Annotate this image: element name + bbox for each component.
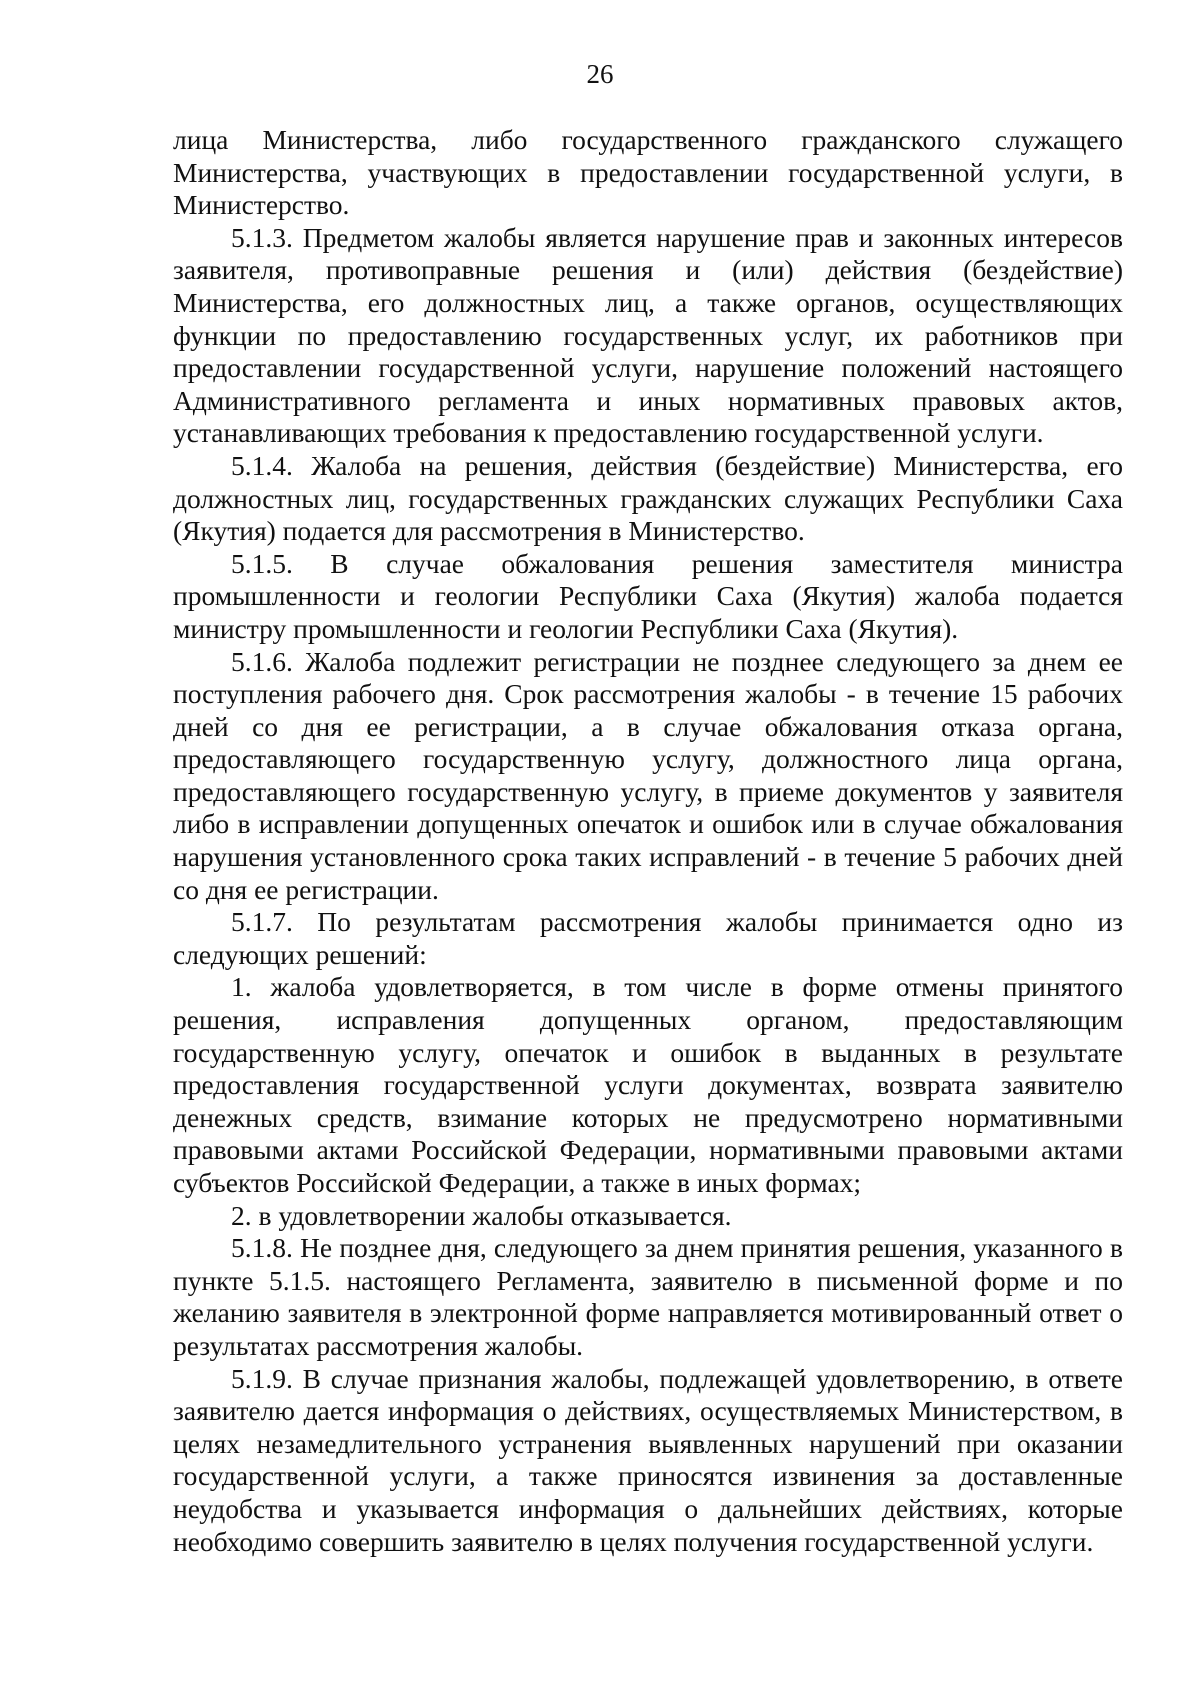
document-body [173, 124, 1123, 1558]
paragraph-5-1-5: 5.1.5. В случае обжалования решения заместителя министра промышленности и геологии Республики Саха (Якутия) жалоба подается министру промышленности и геологии Республики Саха (Якутия). [173, 547, 1123, 644]
paragraph-5-1-4: 5.1.4. Жалоба на решения, действия (бездействие) Министерства, его должностных лиц, государственных гражданских служащих Республики Саха (Якутия) подается для рассмотрения в Министерство. [173, 449, 1123, 547]
list-item-1: 1. жалоба удовлетворяется, в том числе в форме отмены принятого решения, исправления допущенных органом, предоставляющим государственную услугу, опечаток и ошибок в выданных в результате предоставления государственной услуги документах, возврата заявителю денежных средств, взимание которых не предусмотрено нормативными правовыми актами Российской Федерации, нормативными правовыми актами субъектов Российской Федерации, а также в иных формах; [173, 971, 1123, 1198]
list-item-2: 2. в удовлетворении жалобы отказывается. [231, 1199, 732, 1231]
paragraph-5-1-6: 5.1.6. Жалоба подлежит регистрации не позднее следующего за днем ее поступления рабочего дня. Срок рассмотрения жалобы - в течение 15 рабочих дней со дня ее регистрации, а в случае обжалования отказа органа, предоставляющего государственную услугу, должностного лица органа, предоставляющего государственную услугу, в приеме документов у заявителя либо в исправлении допущенных опечаток и ошибок или в случае обжалования нарушения установленного срока таких исправлений - в течение 5 рабочих дней со дня ее регистрации. [173, 645, 1123, 905]
paragraph-5-1-3: 5.1.3. Предметом жалобы является нарушение прав и законных интересов заявителя, противоправные решения и (или) действия (бездействие) Министерства, его должностных лиц, а также органов, осуществляющих функции по предоставлению государственных услуг, их работников при предоставлении государственной услуги, нарушение положений настоящего Административного регламента и иных нормативных правовых актов, устанавливающих требования к предоставлению государственной услуги. [173, 221, 1123, 449]
paragraph-continuation: лица Министерства, либо государственного гражданского служащего Министерства, участвующих в предоставлении государственной услуги, в Министерство. [173, 124, 1123, 221]
paragraph-5-1-8: 5.1.8. Не позднее дня, следующего за днем принятия решения, указанного в пункте 5.1.5. настоящего Регламента, заявителю в письменной форме и по желанию заявителя в электронной форме направляется мотивированный ответ о результатах рассмотрения жалобы. [173, 1232, 1123, 1361]
paragraph-5-1-7: 5.1.7. По результатам рассмотрения жалобы принимается одно из следующих решений: [173, 906, 1123, 970]
paragraph-5-1-9: 5.1.9. В случае признания жалобы, подлежащей удовлетворению, в ответе заявителю дается информация о действиях, осуществляемых Министерством, в целях незамедлительного устранения выявленных нарушений при оказании государственной услуги, а также приносятся извинения за доставленные неудобства и указывается информация о дальнейших действиях, которые необходимо совершить заявителю в целях получения государственной услуги. [173, 1362, 1123, 1557]
page-number: 26 [586, 59, 614, 89]
